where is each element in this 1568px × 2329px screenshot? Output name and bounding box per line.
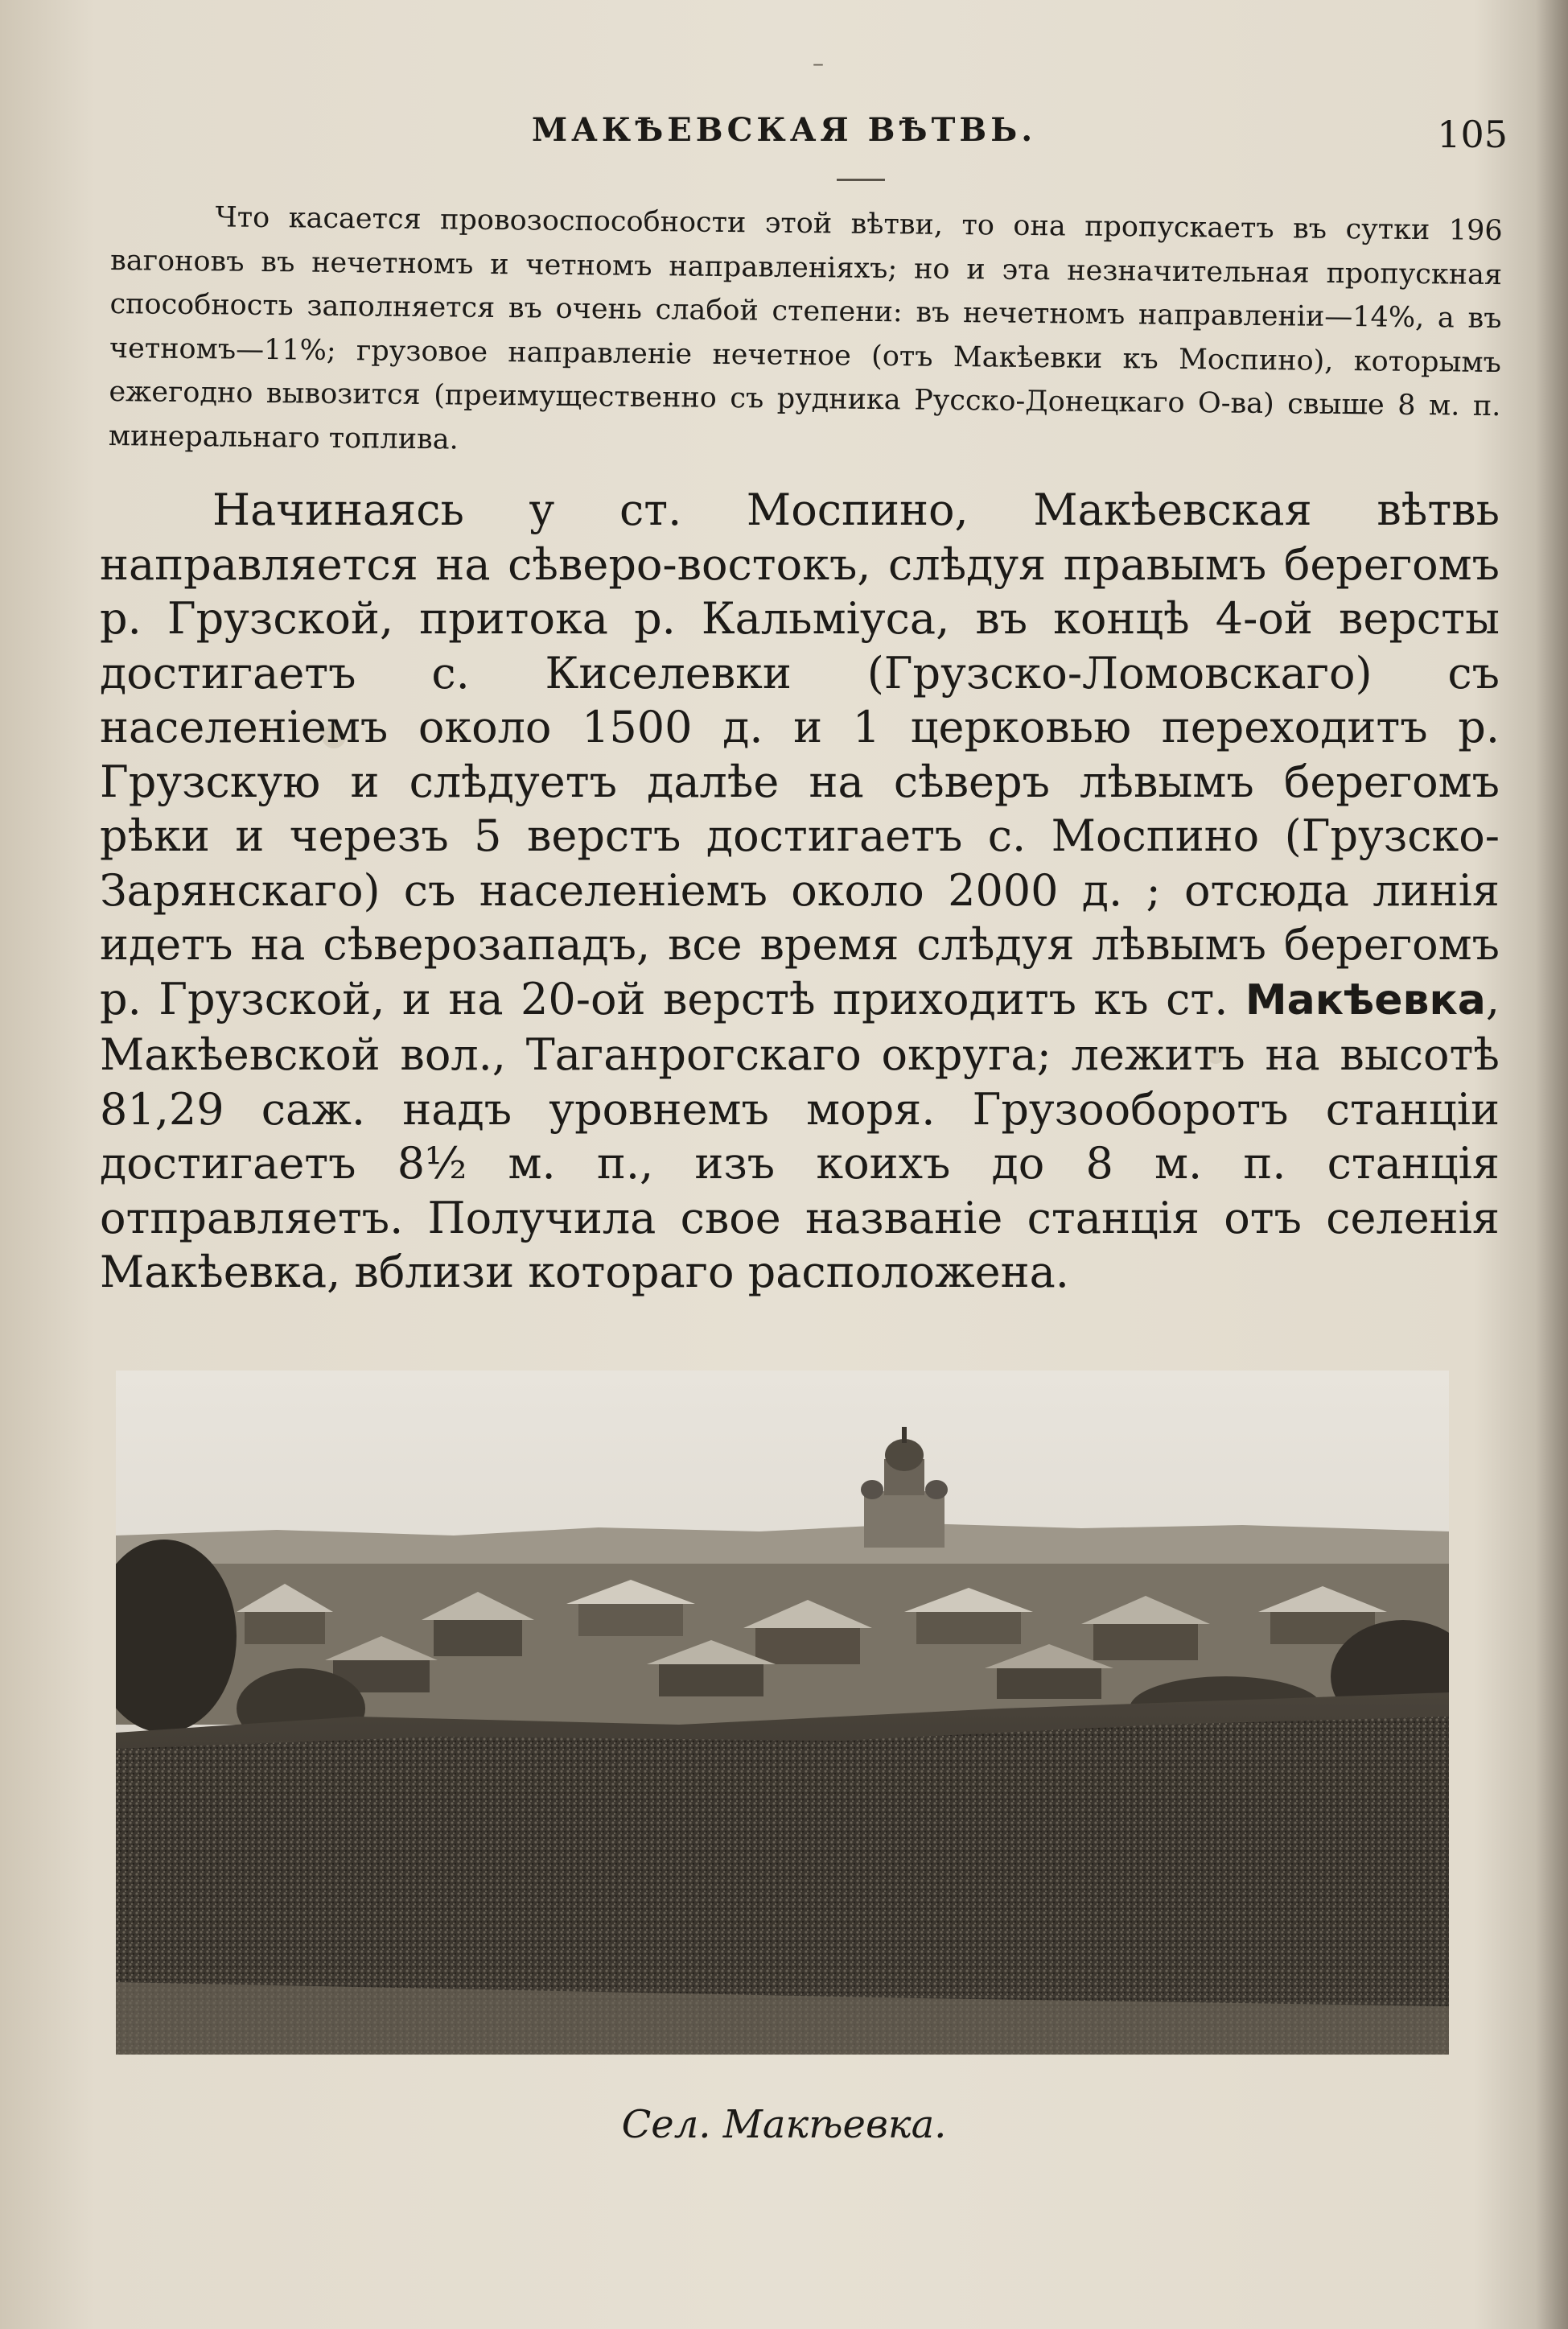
main-paragraph-part2: , Макѣевской вол., Таганрогскаго округа; лежитъ на высотѣ 81,29 саж. надъ уровнемъ моря. Грузооборотъ станціи достигаетъ 8½ м. п., изъ коихъ до 8 м. п. станція отправляетъ. Получила свое названіе станція отъ селенія Макѣевка, вблизи котораго расположена. [100,973,1500,1297]
page-number: 105 [1437,113,1508,156]
station-name: Макѣевка [1245,975,1486,1024]
photo-illustration [116,1371,1449,2055]
main-paragraph [100,483,1500,1300]
page-edge-shadow [1536,0,1568,2329]
running-head: МАКѢЕВСКАЯ ВѢТВЬ. [531,111,1037,149]
village-photograph [116,1371,1449,2055]
photo-caption: Сел. Макѣевка. [621,2102,947,2147]
top-mark: – [813,50,824,76]
main-paragraph-part1: Начинаясь у ст. Моспино, Макѣевская вѣтвь направляется на сѣверо-востокъ, слѣдуя правымъ берегомъ р. Грузской, притока р. Кальміуса, въ концѣ 4-ой версты достигаетъ с. Киселевки (Грузско-Ломовскаго) съ населеніемъ около 1500 д. и 1 церковью переходитъ р. Грузскую и слѣдуетъ далѣе на сѣверъ лѣвымъ берегомъ рѣки и черезъ 5 верстъ достигаетъ с. Моспино (Грузско-Зарянскаго) съ населеніемъ около 2000 д. ; отсюда линія идетъ на сѣверозападъ, все время слѣдуя лѣвымъ берегомъ р. Грузской, и на 20-ой верстѣ приходитъ къ ст. [100,484,1500,1024]
header-rule [837,179,885,181]
small-print-paragraph: Что касается провозоспособности этой вѣтви, то она пропускаетъ въ сутки 196 вагоновъ въ нечетномъ и четномъ направленіяхъ; но и эта незначительная пропускная способность заполняется въ очень слабой степени: въ нечетномъ направленіи—14%, а въ четномъ—11%; грузовое направленіе нечетное (отъ Макѣевки къ Моспино), которымъ ежегодно вывозится (преимущественно съ рудника Русско-Донецкаго О-ва) свыше 8 м. п. минеральнаго топлива. [108,201,1503,456]
